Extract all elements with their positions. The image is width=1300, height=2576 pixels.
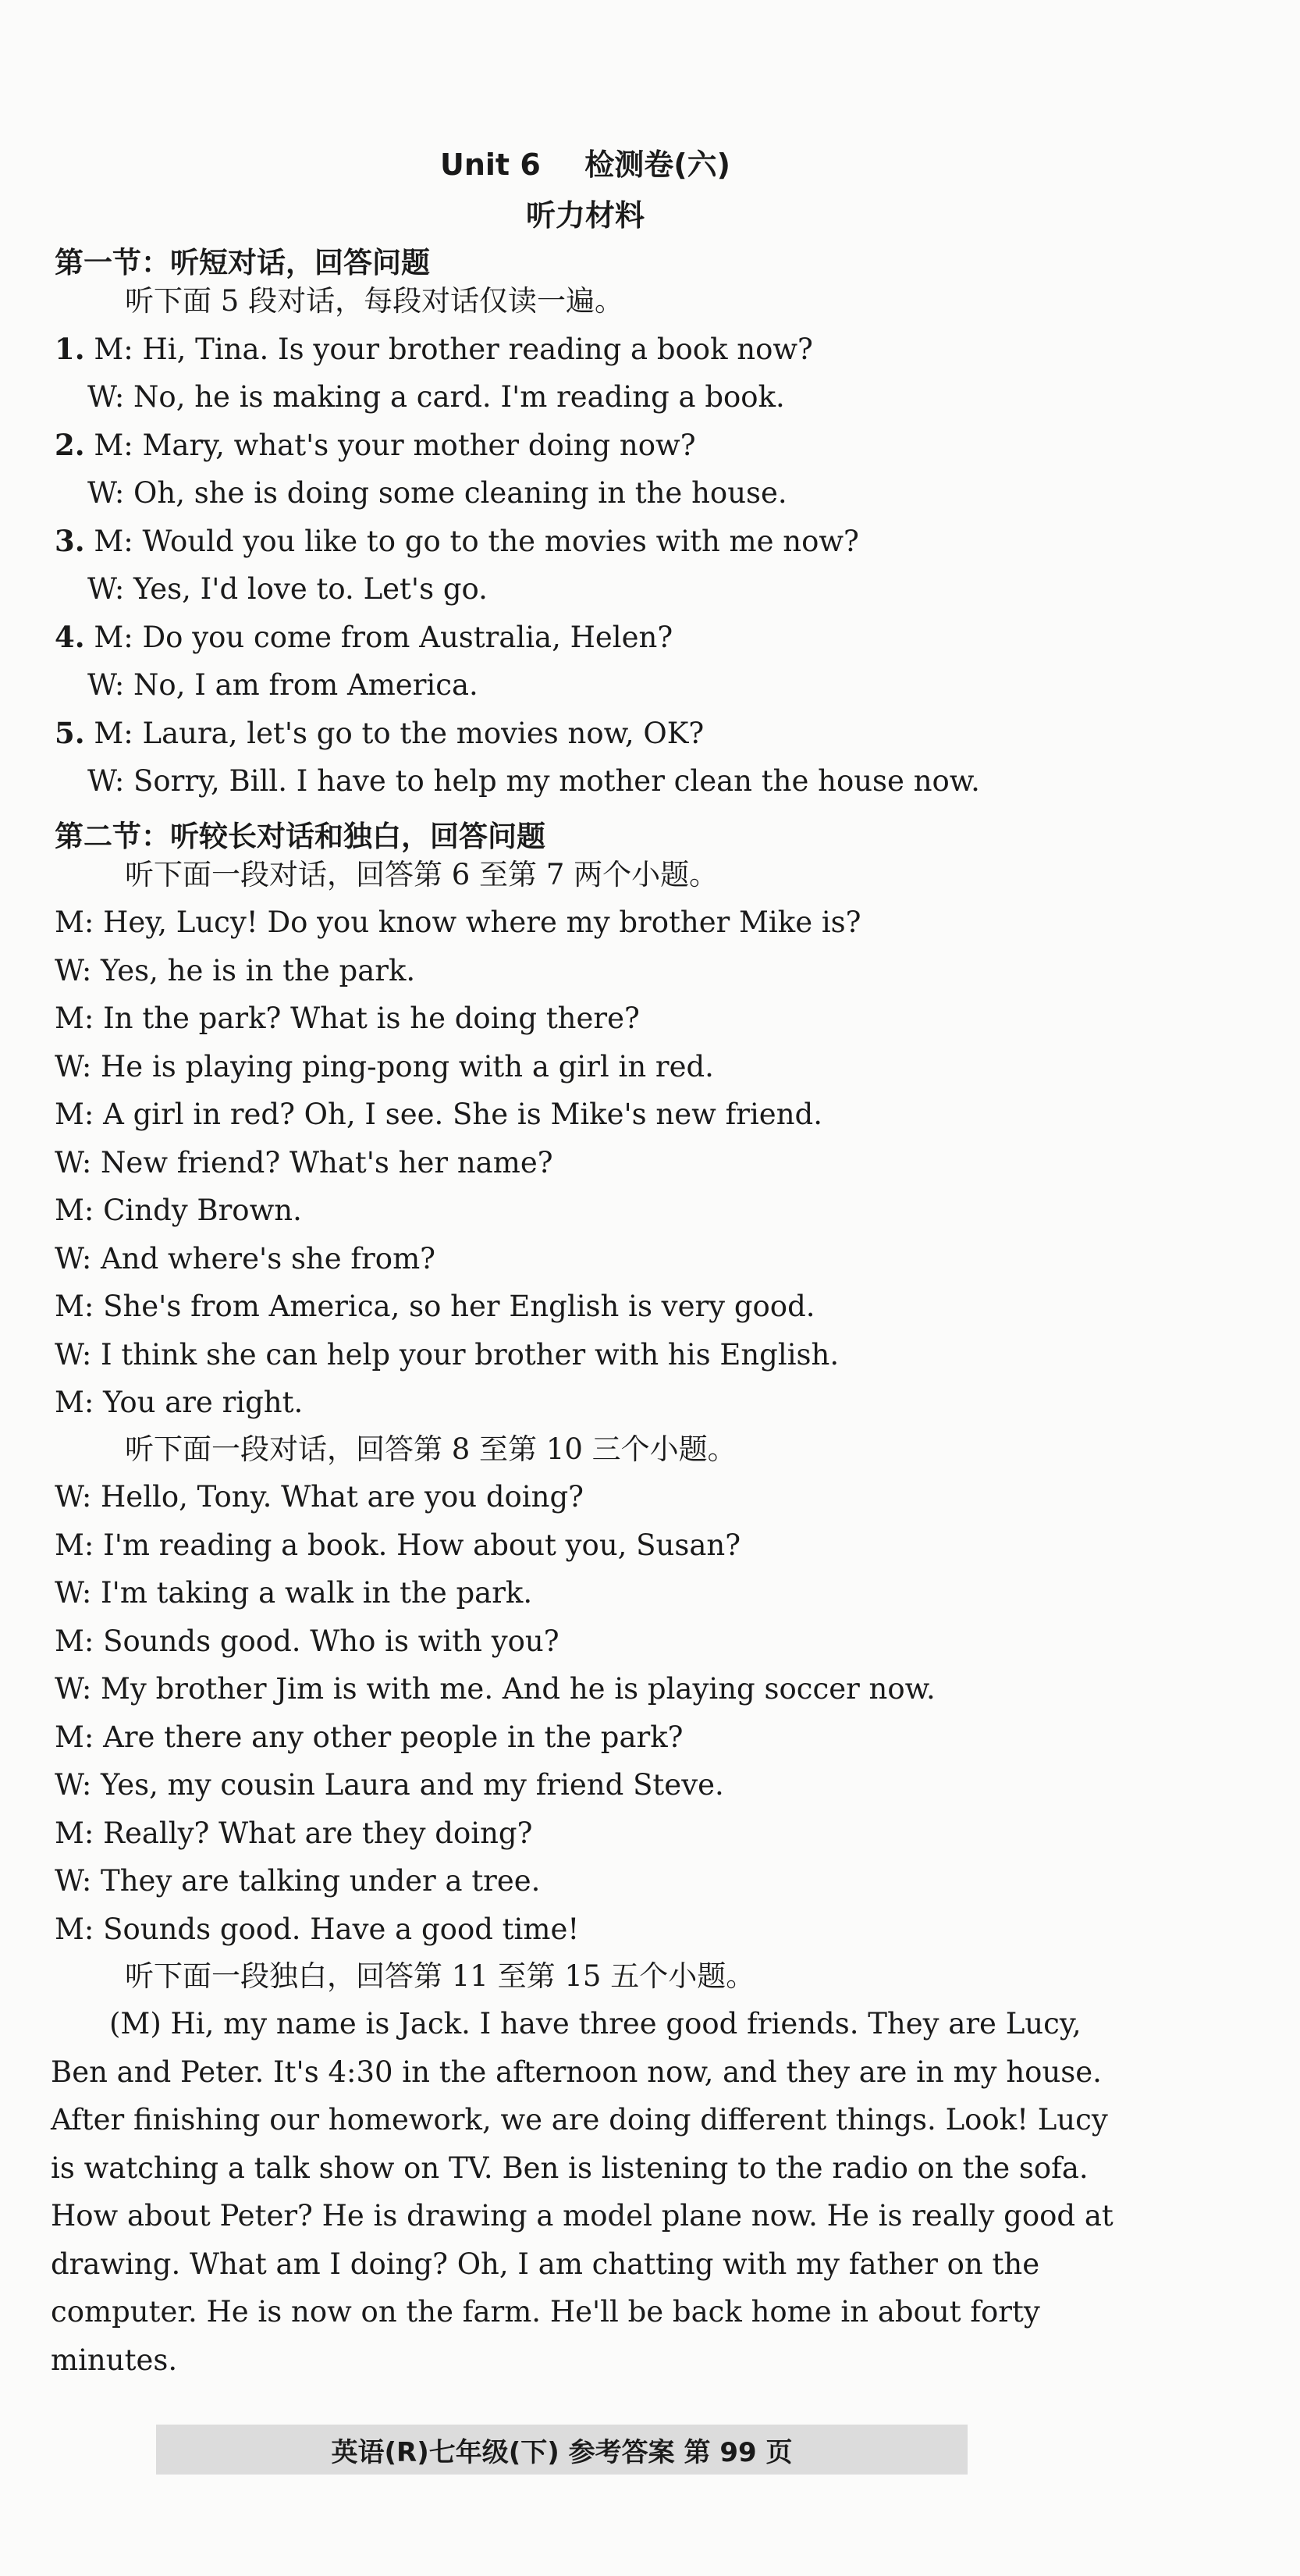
dialogue-line: W: And where's she from? xyxy=(55,1242,435,1276)
dialogue-line: M: Cindy Brown. xyxy=(55,1194,302,1227)
dialogue-w-line: W: Oh, she is doing some cleaning in the house. xyxy=(87,476,787,510)
dialogue-text: M: Would you like to go to the movies with me now? xyxy=(84,525,859,558)
dialogue-m-line xyxy=(55,333,813,366)
dialogue-m-line xyxy=(55,429,696,462)
monologue-line: Ben and Peter. It's 4:30 in the afternoon now, and they are in my house. xyxy=(51,2055,1102,2089)
dialogue-line: M: A girl in red? Oh, I see. She is Mike's new friend. xyxy=(55,1098,822,1131)
dialogue-line: M: Hey, Lucy! Do you know where my brother Mike is? xyxy=(55,906,861,939)
question-number: 5. xyxy=(55,716,85,750)
dialog1-instruction: 听下面一段对话，回答第 6 至第 7 两个小题。 xyxy=(125,858,719,891)
question-number: 3. xyxy=(55,524,85,558)
dialogue-line: W: They are talking under a tree. xyxy=(55,1864,541,1898)
test-label: 检测卷(六) xyxy=(584,148,730,182)
dialogue-w-line: W: No, I am from America. xyxy=(87,668,478,702)
dialogue-line: M: In the park? What is he doing there? xyxy=(55,1002,640,1035)
dialogue-w-line: W: Yes, I'd love to. Let's go. xyxy=(87,572,488,606)
dialogue-text: M: Laura, let's go to the movies now, OK? xyxy=(84,717,705,750)
dialogue-line: W: I think she can help your brother with his English. xyxy=(55,1338,840,1372)
dialogue-line: M: You are right. xyxy=(55,1386,304,1419)
question-number: 1. xyxy=(55,332,85,366)
dialogue-line: W: He is playing ping-pong with a girl in red. xyxy=(55,1050,714,1083)
question-number: 2. xyxy=(55,428,85,462)
dialogue-w-line: W: No, he is making a card. I'm reading a book. xyxy=(87,380,785,414)
dialogue-line: M: She's from America, so her English is very good. xyxy=(55,1290,815,1323)
dialogue-line: M: Really? What are they doing? xyxy=(55,1816,533,1850)
dialogue-line: W: Hello, Tony. What are you doing? xyxy=(55,1480,584,1514)
dialogue-line: M: I'm reading a book. How about you, Susan? xyxy=(55,1528,741,1562)
dialogue-line: M: Sounds good. Have a good time! xyxy=(55,1912,580,1946)
dialogue-line: W: Yes, he is in the park. xyxy=(55,954,416,987)
dialogue-line: W: New friend? What's her name? xyxy=(55,1146,553,1179)
section2-heading: 第二节：听较长对话和独白，回答问题 xyxy=(55,820,545,853)
dialog2-instruction: 听下面一段对话，回答第 8 至第 10 三个小题。 xyxy=(125,1432,737,1466)
dialogue-line: M: Are there any other people in the park? xyxy=(55,1720,684,1754)
section1-instruction: 听下面 5 段对话，每段对话仅读一遍。 xyxy=(125,284,624,318)
unit-label: Unit 6 xyxy=(440,148,541,182)
section1-heading: 第一节：听短对话，回答问题 xyxy=(55,246,430,279)
dialogue-w-line: W: Sorry, Bill. I have to help my mother clean the house now. xyxy=(87,764,980,798)
page-footer: 英语(R)七年级(下) 参考答案 第 99 页 xyxy=(156,2425,968,2475)
monologue-line: drawing. What am I doing? Oh, I am chatting with my father on the xyxy=(51,2247,1040,2281)
monologue-line: How about Peter? He is drawing a model plane now. He is really good at xyxy=(51,2199,1114,2233)
monologue-line: (M) Hi, my name is Jack. I have three good friends. They are Lucy, xyxy=(109,2007,1082,2041)
monologue-line: computer. He is now on the farm. He'll be back home in about forty xyxy=(51,2295,1040,2329)
monologue-instruction: 听下面一段独白，回答第 11 至第 15 五个小题。 xyxy=(125,1959,755,1993)
monologue-line: minutes. xyxy=(51,2343,178,2377)
dialogue-line: W: My brother Jim is with me. And he is playing soccer now. xyxy=(55,1672,936,1706)
question-number: 4. xyxy=(55,620,85,654)
dialogue-line: M: Sounds good. Who is with you? xyxy=(55,1624,559,1658)
dialogue-line: W: Yes, my cousin Laura and my friend Steve. xyxy=(55,1768,724,1802)
dialogue-text: M: Mary, what's your mother doing now? xyxy=(84,429,696,462)
dialogue-m-line xyxy=(55,621,673,654)
page-title xyxy=(0,141,1170,183)
dialogue-text: M: Hi, Tina. Is your brother reading a book now? xyxy=(84,333,813,366)
dialogue-m-line xyxy=(55,717,704,750)
monologue-line: is watching a talk show on TV. Ben is listening to the radio on the sofa. xyxy=(51,2151,1089,2185)
page-subtitle: 听力材料 xyxy=(525,198,645,233)
dialogue-text: M: Do you come from Australia, Helen? xyxy=(84,621,673,654)
monologue-line: After finishing our homework, we are doing different things. Look! Lucy xyxy=(51,2103,1108,2137)
dialogue-m-line xyxy=(55,525,859,558)
dialogue-line: W: I'm taking a walk in the park. xyxy=(55,1576,533,1610)
